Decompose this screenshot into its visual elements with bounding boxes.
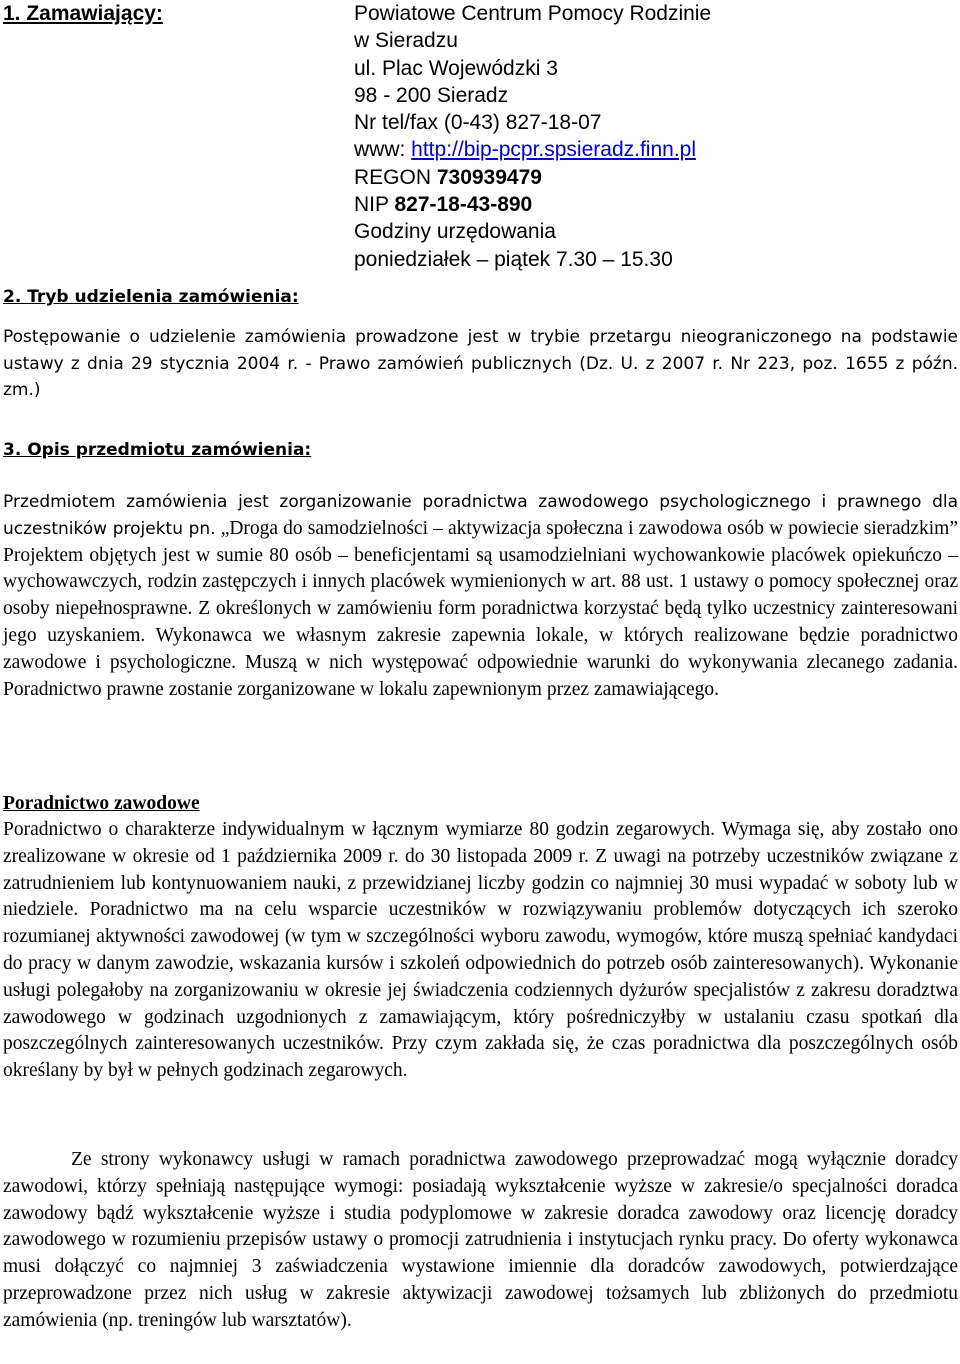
nip-label: NIP [354,193,395,217]
orderer-hours-label: Godziny urzędowania [354,220,556,244]
orderer-www [354,136,711,163]
orderer-postal: 98 - 200 Sieradz [354,83,509,107]
subject-intro: Przedmiotem zamówienia jest zorganizowanie poradnictwa zawodowego psychologicznego i prawnego dla uczestników projektu pn. [3,492,958,539]
regon-value: 730939479 [436,165,542,189]
career-counseling-paragraph-2: Ze strony wykonawcy usługi w ramach poradnictwa zawodowego przeprowadzać mogą wyłącznie doradcy zawodowi, którzy spełniają następujące wymogi: posiadają wykształcenie wyższe w zakresie/o specjalności doradca zawodowy bądź wykształcenie wyższe i studia podyplomowe w zakresie doradca zawodowy oraz licencję doradcy zawodowego w rozumieniu przepisów ustawy o promocji zatrudnienia i instytucjach rynku pracy. Do oferty wykonawca musi dołączyć co najmniej 3 zaświadczenia wystawione imiennie dla doradców zawodowych, potwierdzające przeprowadzone przez nich usług w zakresie aktywizacji zawodowej tożsamych lub zbliżonych do przedmiotu zamówienia (np. treningów lub warsztatów). [3,1149,958,1331]
subsection-heading-career-counseling: Poradnictwo zawodowe [3,793,200,814]
orderer-hours-value: poniedziałek – piątek 7.30 – 15.30 [354,247,673,271]
section-orderer [3,0,958,271]
www-prefix: www: [354,138,412,162]
section-body-subject [3,489,958,703]
nip-value: 827-18-43-890 [394,193,533,217]
orderer-city: w Sieradzu [354,29,458,53]
section-heading-orderer: 1. Zamawiający: [3,2,163,25]
regon-label: REGON [354,165,437,189]
orderer-phone: Nr tel/fax (0-43) 827-18-07 [354,111,602,135]
section-body-procedure: Postępowanie o udzielenie zamówienia prowadzone jest w trybie przetargu nieograniczonego na podstawie ustawy z dnia 29 stycznia 2004 r. - Prawo zamówień publicznych (Dz. U. z 2007 r. Nr 223, poz. 1655 z późn. zm.) [3,327,958,400]
subject-details: „Droga do samodzielności – aktywizacja społeczna i zawodowa osób w powiecie sieradzkim” Projektem objętych jest w sumie 80 osób – beneficjentami są usamodzielniani wychowankowie placówek opiekuńczo – wychowawczych, rodzin zastępczych i innych placówek wymienionych w art. 88 ust. 1 ustawy o pomocy społecznej oraz osoby niepełnosprawne. Z określonych w zamówieniu form poradnictwa korzystać będą tylko uczestnicy zainteresowani jego uzyskaniem. Wykonawca we własnym zakresie zapewnia lokale, w których realizowane będzie poradnictwo zawodowe i psychologiczne. Muszą w nich występować odpowiednie warunki do wykonywania zlecanego zadania. Poradnictwo prawne zostanie zorganizowane w lokalu zapewnionym przez zamawiającego. [3,517,958,700]
orderer-street: ul. Plac Wojewódzki 3 [354,56,558,80]
orderer-details [354,0,711,273]
section-heading-procedure: 2. Tryb udzielenia zamówienia: [3,287,299,307]
www-link[interactable]: http://bip-pcpr.spsieradz.finn.pl [411,138,696,162]
section-heading-subject: 3. Opis przedmiotu zamówienia: [3,440,312,460]
career-counseling-paragraph-1: Poradnictwo o charakterze indywidualnym w łącznym wymiarze 80 godzin zegarowych. Wymaga się, aby zostało ono zrealizowane w okresie od 1 października 2009 r. do 30 listopada 2009 r. Z uwagi na potrzeby uczestników związane z zatrudnieniem lub kontynuowaniem nauki, z przewidzianej liczby godzin co najmniej 30 musi wypadać w soboty lub w niedziele. Poradnictwo ma na celu wsparcie uczestników w rozwiązywaniu problemów dotyczących ich szeroko rozumianej aktywności zawodowej (w tym w szczególności wyboru zawodu, wymogów, które muszą spełniać kandydaci do pracy w danym zawodzie, wskazania kursów i szkoleń odpowiednich do potrzeb osób zainteresowanych). Wykonanie usługi polegałoby na zorganizowaniu w okresie jej świadczenia codziennych dyżurów specjalistów z zakresu doradztwa zawodowego w godzinach uzgodnionych z zamawiającym, który pośredniczyłby w ustalaniu czasu spotkań dla poszczególnych zainteresowanych uczestników. Przy czym zakłada się, że czas poradnictwa dla poszczególnych osób określany by był w pełnych godzinach zegarowych. [3,819,958,1082]
orderer-nip [354,191,711,218]
orderer-regon [354,164,711,191]
orderer-name: Powiatowe Centrum Pomocy Rodzinie [354,2,712,25]
